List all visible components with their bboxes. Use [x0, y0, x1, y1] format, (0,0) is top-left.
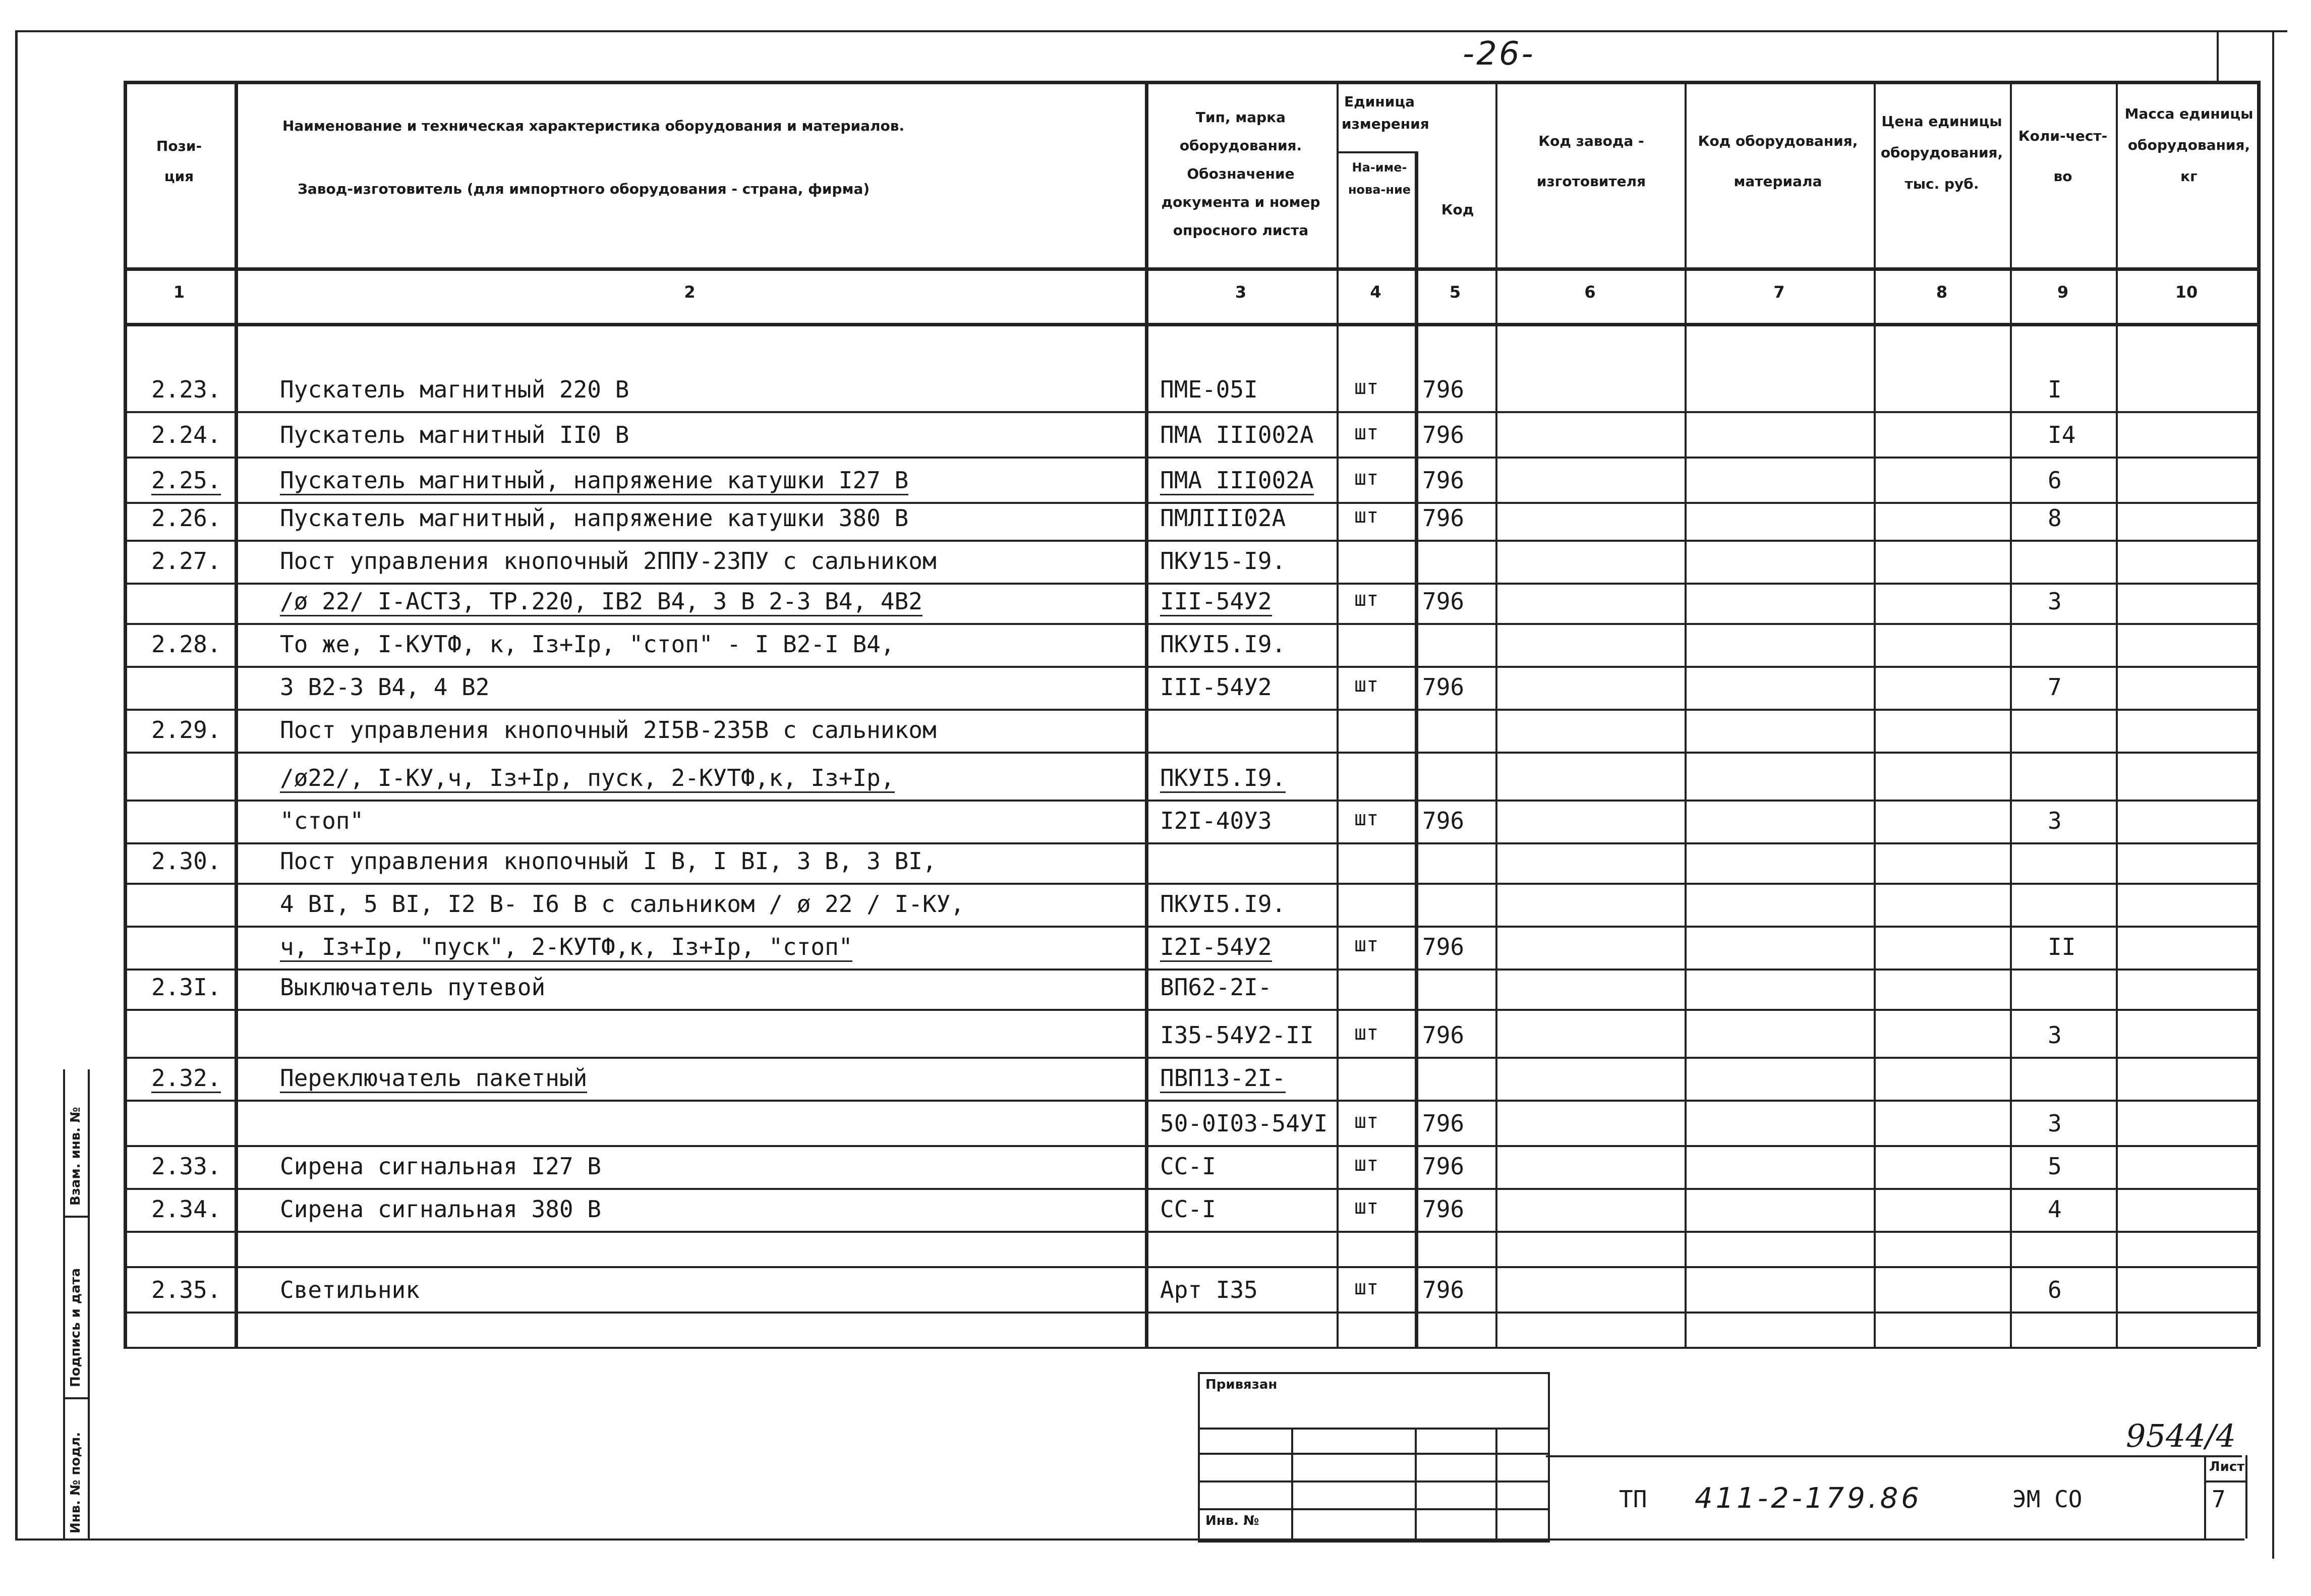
- header-unit-group: Единица измерения: [1342, 93, 1429, 132]
- document-number: 411-2-179.86: [1695, 1482, 1922, 1515]
- cell-unit: шт: [1354, 1276, 1379, 1299]
- cell-unit-code: 796: [1422, 1195, 1465, 1223]
- binding-stamp-divider: [1415, 1428, 1417, 1538]
- binding-stamp-divider: [1495, 1428, 1497, 1538]
- cell-position: 2.23.: [151, 376, 221, 403]
- grid-line: [124, 81, 127, 1347]
- cell-name: Выключатель путевой: [280, 974, 546, 1001]
- header-position: Пози- ция: [156, 138, 202, 185]
- column-number: 8: [1936, 282, 1948, 302]
- cell-unit-code: 796: [1422, 588, 1465, 615]
- side-label-replacement-inv: Взам. инв. №: [68, 1107, 83, 1206]
- cell-quantity: 3: [2048, 807, 2062, 834]
- cell-type: Арт I35: [1160, 1276, 1258, 1303]
- column-number: 7: [1773, 282, 1785, 302]
- row-separator: [124, 583, 2257, 585]
- cell-quantity: I4: [2048, 421, 2076, 448]
- cell-position: 2.33.: [151, 1153, 221, 1180]
- cell-quantity: 6: [2048, 1276, 2062, 1303]
- cell-unit-code: 796: [1422, 421, 1465, 448]
- grid-line: [2010, 81, 2012, 1347]
- cell-name: Сирена сигнальная 380 В: [280, 1195, 601, 1223]
- grid-line: [2116, 81, 2118, 1347]
- cell-quantity: I: [2048, 376, 2062, 403]
- cell-quantity: 3: [2048, 588, 2062, 615]
- cell-unit: шт: [1354, 588, 1379, 611]
- cell-unit-code: 796: [1422, 933, 1465, 960]
- cell-name: Пост управления кнопочный 2ППУ-23ПУ с сальником: [280, 547, 937, 575]
- grid-line: [124, 1347, 2257, 1349]
- grid-line: [1495, 81, 1497, 1347]
- cell-unit: шт: [1354, 1195, 1379, 1219]
- column-number: 4: [1370, 282, 1381, 302]
- cell-type: СС-I: [1160, 1195, 1216, 1223]
- cell-unit-code: 796: [1422, 504, 1465, 532]
- grid-line: [235, 81, 238, 1347]
- cell-position: 2.28.: [151, 631, 221, 658]
- cell-name: Светильник: [280, 1276, 420, 1303]
- row-separator: [124, 968, 2257, 971]
- cell-position: 2.30.: [151, 847, 221, 875]
- cell-quantity: 3: [2048, 1021, 2062, 1049]
- grid-line: [2257, 81, 2261, 1347]
- cell-unit: шт: [1354, 1110, 1379, 1133]
- cell-unit: шт: [1354, 1153, 1379, 1176]
- cell-position: 2.29.: [151, 716, 221, 744]
- cell-type: ПМА III002А: [1160, 467, 1314, 495]
- grid-line: [1337, 81, 1339, 1347]
- cell-name: Пускатель магнитный II0 В: [280, 421, 629, 448]
- grid-line: [1337, 151, 1415, 153]
- cell-name: То же, I-КУТФ, к, Iз+Iр, "стоп" - I В2-I В4,: [280, 631, 895, 658]
- cell-quantity: 7: [2048, 673, 2062, 701]
- cell-unit-code: 796: [1422, 807, 1465, 834]
- cell-name: ч, Iз+Iр, "пуск", 2-КУТФ,к, Iз+Iр, "стоп": [280, 933, 852, 962]
- cell-type: ПВП13-2I-: [1160, 1064, 1286, 1093]
- row-separator: [124, 926, 2257, 928]
- cell-name: Пускатель магнитный 220 В: [280, 376, 629, 403]
- handwritten-number: 9544/4: [2126, 1417, 2236, 1454]
- row-separator: [124, 1100, 2257, 1102]
- cell-unit-code: 796: [1422, 673, 1465, 701]
- grid-line: [124, 81, 2257, 84]
- cell-name: Пост управления кнопочный I В, I ВI, 3 В, 3 ВI,: [280, 847, 937, 875]
- column-number: 9: [2057, 282, 2069, 302]
- cell-unit: шт: [1354, 807, 1379, 830]
- cell-type: ПМА III002А: [1160, 421, 1314, 448]
- column-number: 2: [684, 282, 696, 302]
- cell-name: Пускатель магнитный, напряжение катушки 380 В: [280, 504, 909, 532]
- title-block-top: [1546, 1455, 2242, 1457]
- header-name-line2: Завод-изготовитель (для импортного оборудования - страна, фирма): [298, 181, 870, 197]
- row-separator: [124, 540, 2257, 542]
- inventory-label: Инв. №: [1205, 1513, 1259, 1528]
- cell-unit: шт: [1354, 467, 1379, 490]
- cell-unit: шт: [1354, 673, 1379, 697]
- cell-quantity: II: [2048, 933, 2076, 960]
- cell-type: СС-I: [1160, 1153, 1216, 1180]
- header-mass: Масса единицы оборудования, кг: [2124, 105, 2254, 185]
- cell-quantity: 6: [2048, 467, 2062, 494]
- cell-type: ПКУI5.I9.: [1160, 890, 1286, 918]
- cell-position: 2.34.: [151, 1195, 221, 1223]
- cell-name: Пускатель магнитный, напряжение катушки I27 В: [280, 467, 908, 495]
- row-separator: [124, 1188, 2257, 1190]
- sheet-number: 7: [2212, 1486, 2226, 1513]
- frame-right-edge: [2272, 30, 2274, 1559]
- row-separator: [124, 623, 2257, 625]
- frame-corner-divider: [2217, 30, 2219, 83]
- cell-unit-code: 796: [1422, 467, 1465, 494]
- row-separator: [124, 752, 2257, 754]
- header-unit-code: Код: [1441, 201, 1474, 218]
- cell-type: I2I-40У3: [1160, 807, 1272, 834]
- tp-label: ТП: [1619, 1486, 1647, 1513]
- row-separator: [124, 709, 2257, 711]
- cell-position: 2.32.: [151, 1064, 221, 1093]
- cell-type: I2I-54У2: [1160, 933, 1272, 962]
- cell-unit: шт: [1354, 421, 1379, 444]
- side-label-original-inv: Инв. № подл.: [68, 1432, 83, 1533]
- cell-name: "стоп": [280, 807, 364, 834]
- header-quantity: Коли-чест-во: [2018, 128, 2108, 185]
- frame-bottom-edge: [15, 1538, 2244, 1541]
- cell-type: ПКУI5.I9.: [1160, 631, 1286, 658]
- sheet-box-divider: [2204, 1480, 2245, 1483]
- cell-unit-code: 796: [1422, 1021, 1465, 1049]
- header-equipment-code: Код оборудования, материала: [1698, 133, 1858, 190]
- grid-line: [1874, 81, 1876, 1347]
- cell-type: I35-54У2-II: [1160, 1021, 1314, 1049]
- cell-name: Сирена сигнальная I27 В: [280, 1153, 601, 1180]
- grid-line: [124, 323, 2257, 326]
- header-plant-code: Код завода - изготовителя: [1536, 133, 1646, 190]
- cell-type: ВП62-2I-: [1160, 974, 1272, 1001]
- row-separator: [124, 457, 2257, 459]
- header-name-line1: Наименование и техническая характеристика оборудования и материалов.: [282, 118, 905, 134]
- grid-line: [1145, 81, 1148, 1347]
- cell-name: Пост управления кнопочный 2I5В-235В с сальником: [280, 716, 937, 744]
- cell-unit-code: 796: [1422, 1276, 1465, 1303]
- cell-quantity: 4: [2048, 1195, 2062, 1223]
- cell-unit: шт: [1354, 504, 1379, 528]
- row-separator: [124, 411, 2257, 413]
- row-separator: [124, 842, 2257, 844]
- cell-unit: шт: [1354, 376, 1379, 399]
- grid-line: [124, 267, 2257, 271]
- cell-unit-code: 796: [1422, 376, 1465, 403]
- column-number: 10: [2175, 282, 2198, 302]
- header-type: Тип, марка оборудования. Обозначение документа и номер опросного листа: [1161, 109, 1320, 239]
- cell-type: 50-0I03-54УI: [1160, 1110, 1328, 1137]
- page-number: -26-: [1463, 35, 1535, 73]
- header-price: Цена единицы оборудования, тыс. руб.: [1880, 113, 2003, 192]
- binding-stamp-divider: [1291, 1428, 1293, 1538]
- column-number: 6: [1584, 282, 1596, 302]
- binding-label: Привязан: [1205, 1377, 1278, 1392]
- cell-position: 2.35.: [151, 1276, 221, 1303]
- section-code: ЭМ СО: [2012, 1486, 2083, 1513]
- cell-quantity: 8: [2048, 504, 2062, 532]
- cell-unit-code: 796: [1422, 1153, 1465, 1180]
- cell-position: 2.27.: [151, 547, 221, 575]
- row-separator: [124, 1057, 2257, 1059]
- grid-line: [1415, 151, 1418, 1347]
- row-separator: [124, 800, 2257, 802]
- cell-type: III-54У2: [1160, 588, 1272, 616]
- row-separator: [124, 1231, 2257, 1233]
- column-number: 5: [1449, 282, 1461, 302]
- row-separator: [124, 1312, 2257, 1314]
- sheet-label: Лист: [2209, 1459, 2245, 1474]
- cell-type: ПМЕ-05I: [1160, 376, 1258, 403]
- column-number: 1: [173, 282, 185, 302]
- cell-type: ПКУI5.I9.: [1160, 764, 1286, 793]
- cell-name: 3 В2-3 В4, 4 В2: [280, 673, 490, 701]
- cell-unit: шт: [1354, 1021, 1379, 1045]
- row-separator: [124, 883, 2257, 885]
- cell-type: ПМЛIII02А: [1160, 504, 1286, 532]
- cell-position: 2.24.: [151, 421, 221, 448]
- cell-unit-code: 796: [1422, 1110, 1465, 1137]
- cell-name: /ø22/, I-КУ,ч, Iз+Iр, пуск, 2-КУТФ,к, Iз+Iр,: [280, 764, 895, 793]
- row-separator: [124, 1145, 2257, 1147]
- column-number: 3: [1235, 282, 1247, 302]
- cell-name: 4 ВI, 5 ВI, I2 В- I6 В с сальником / ø 22 / I-КУ,: [280, 890, 965, 918]
- cell-unit: шт: [1354, 933, 1379, 956]
- side-label-signature-date: Подпись и дата: [68, 1268, 83, 1387]
- side-stamp-divider: [63, 1216, 88, 1218]
- row-separator: [124, 1009, 2257, 1011]
- row-separator: [124, 502, 2257, 504]
- cell-name: /ø 22/ I-АСТ3, ТР.220, IВ2 В4, 3 В 2-3 В4, 4В2: [280, 588, 922, 616]
- cell-position: 2.26.: [151, 504, 221, 532]
- row-separator: [124, 666, 2257, 668]
- side-stamp-divider: [63, 1397, 88, 1399]
- cell-quantity: 3: [2048, 1110, 2062, 1137]
- cell-name: Переключатель пакетный: [280, 1064, 587, 1093]
- cell-type: ПКУ15-I9.: [1160, 547, 1286, 575]
- row-separator: [124, 1266, 2257, 1268]
- cell-quantity: 5: [2048, 1153, 2062, 1180]
- header-unit-name: На-име-нова-ние: [1348, 160, 1411, 197]
- cell-position: 2.25.: [151, 467, 221, 495]
- cell-type: III-54У2: [1160, 673, 1272, 701]
- cell-position: 2.3I.: [151, 974, 221, 1001]
- grid-line: [1685, 81, 1687, 1347]
